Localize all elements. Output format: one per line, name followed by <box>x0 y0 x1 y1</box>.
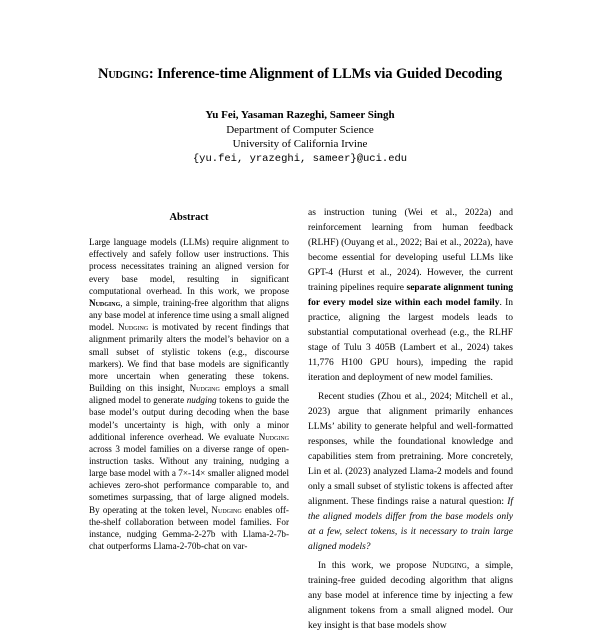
intro-text: . In practice, aligning the largest models leads to substantial computational overhead (e.g., the RLHF stage of Tulu 3 405B (Lambert et al., 2024) takes 11,776 H100 GPU hours), impeding the rapid iteration and deployment of new model families. <box>308 298 513 383</box>
abstract-text: employs a small aligned model to generate <box>89 383 289 406</box>
method-name: Nudging <box>117 322 149 333</box>
abstract-heading: Abstract <box>169 212 209 223</box>
intro-paragraph-3 <box>308 559 513 634</box>
author-email: {yu.fei, yrazeghi, sameer}@uci.edu <box>192 152 408 165</box>
intro-paragraph-2 <box>308 390 513 555</box>
author-block <box>0 108 600 166</box>
title-rest: : Inference-time Alignment of LLMs via Guided Decoding <box>148 66 503 82</box>
author-department: Department of Computer Science <box>226 123 374 136</box>
method-name: Nudging <box>432 561 467 571</box>
title-method-name: Nudging <box>97 66 149 82</box>
intro-text: , a simple, training-free guided decoding algorithm that aligns any base model at inference time by injecting a few alignment tokens from a small aligned model. Our key insight is that base models show <box>308 561 513 631</box>
author-names: Yu Fei, Yasaman Razeghi, Sameer Singh <box>205 109 395 121</box>
abstract-text: across 3 model families on a diverse range of open-instruction tasks. Without any training, nudging a large base model with a 7×-14× smaller aligned model achieves zero-shot performance comparable to, and sometimes surpassing, that of large aligned models. By operating at the token level, <box>89 443 289 515</box>
intro-paragraph-1 <box>308 206 513 386</box>
abstract-text: , a simple, training-free algorithm that aligns any base model at inference time using a small aligned model. <box>89 297 289 333</box>
abstract-italic-term: nudging <box>186 395 217 406</box>
abstract-text: is motivated by recent findings that alignment primarily alters the model’s behavior on a small subset of stylistic tokens (e.g., discourse markers). We find that base models are significantly more uncertain when generating these tokens. Building on this insight, <box>89 322 289 394</box>
method-name: Nudging <box>211 504 242 515</box>
method-name: Nudging <box>189 383 220 394</box>
abstract-text: Large language models (LLMs) require alignment to effectively and safely follow user instructions. This process necessitates training an aligned version for every base model, resulting in significant computational overhead. In this work, we propose <box>89 237 289 296</box>
intro-text: In this work, we propose <box>318 561 433 571</box>
abstract-text: tokens to guide the base model’s output during decoding when the base model’s uncertainty is high, with only a minor additional inference overhead. We evaluate <box>89 395 289 442</box>
method-name: Nudging <box>89 297 121 308</box>
abstract-column <box>89 212 289 552</box>
intro-bold-text: separate alignment tuning for every model size within each model family <box>308 283 513 308</box>
abstract-body <box>89 236 289 552</box>
introduction-column <box>308 206 513 634</box>
intro-text: as instruction tuning (Wei et al., 2022a) and reinforcement learning from human feedback (RLHF) (Ouyang et al., 2022; Bai et al., 2022a), have become essential for developing useful LLMs like GPT-4 (Hurst et al., 2024). However, the current training pipelines require <box>308 208 513 293</box>
paper-title <box>0 66 600 83</box>
method-name: Nudging <box>258 431 289 442</box>
author-university: University of California Irvine <box>232 138 368 150</box>
intro-text: Recent studies (Zhou et al., 2024; Mitchell et al., 2023) argue that alignment primarily enhances LLMs’ ability to generate helpful and well-formatted responses, while the foundational knowledge and capabilities stem from pretraining. More concretely, Lin et al. (2023) analyzed Llama-2 models and found only a small subset of stylistic tokens is affected after alignment. These findings raise a natural question: <box>308 392 513 507</box>
intro-question: If the aligned models differ from the base models only at a few, select tokens, is it necessary to train large aligned models? <box>308 497 513 552</box>
abstract-text: enables off-the-shelf collaboration between model families. For instance, nudging Gemma-2-27b with Llama-2-7b-chat outperforms Llama-2-70b-chat on var- <box>89 504 289 552</box>
